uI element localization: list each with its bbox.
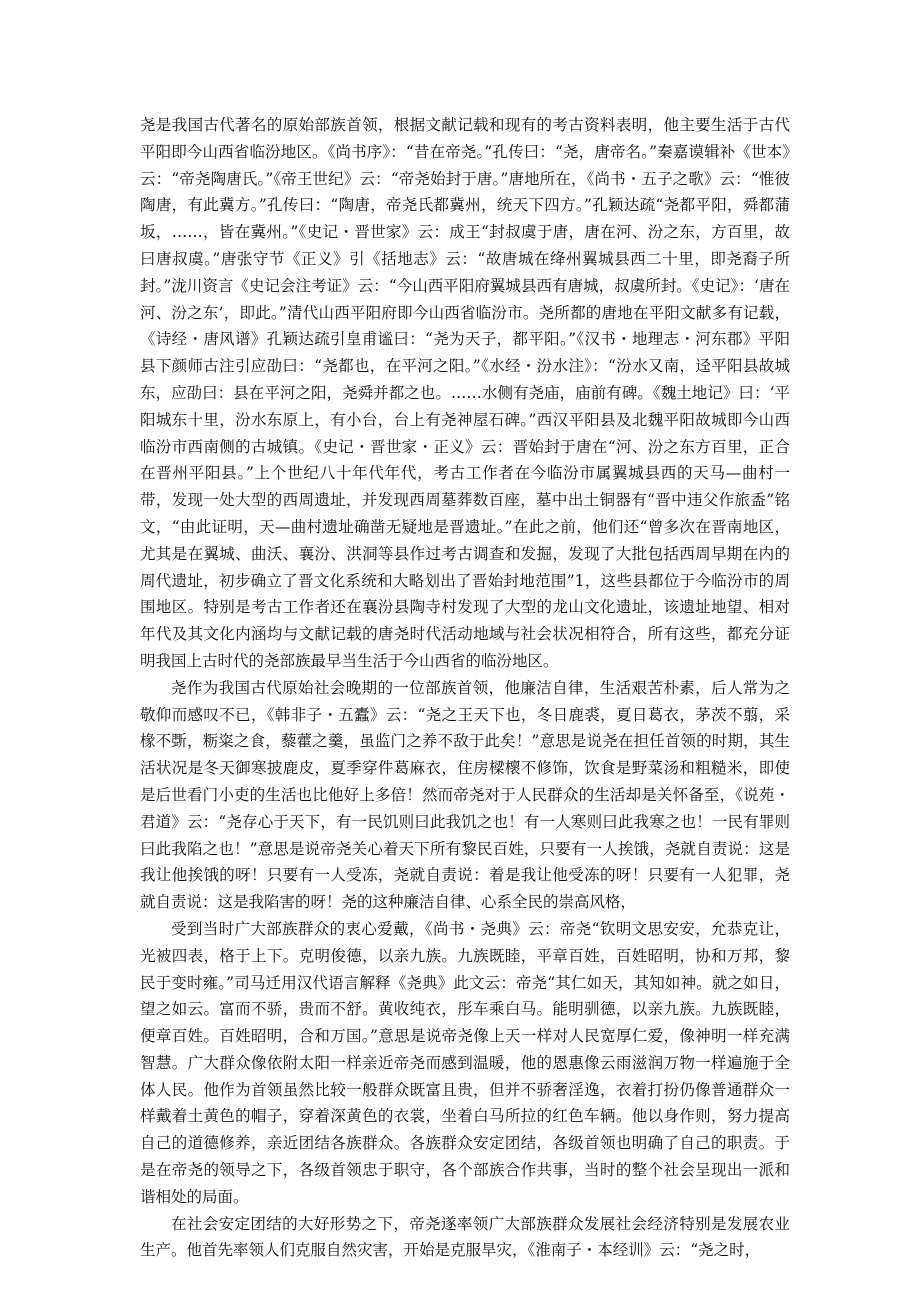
paragraph-1: 尧是我国古代著名的原始部族首领，根据文献记载和现有的考古资料表明，他主要生活于古代平阳即今山西省临汾地区。《尚书序》：“昔在帝尧。”孔传曰：“尧，唐帝名。”秦嘉谟辑补《世本》云：“帝尧陶唐氏。”《帝王世纪》云：“帝尧始封于唐。”唐地所在，《尚书・五子之歌》云：“惟彼陶唐，有此冀方。”孔传曰：“陶唐，帝尧氏都冀州，统天下四方。”孔颖达疏“尧都平阳，舜都蒲坂，……，皆在冀州。”《史记・晋世家》云：成王“封叔虞于唐，唐在河、汾之东，方百里，故曰唐叔虞。”唐张守节《正义》引《括地志》云：“故唐城在绛州翼城县西二十里，即尧裔子所封。”泷川资言《史记会注考证》云：“今山西平阳府翼城县西有唐城，叔虞所封。《史记》：‘唐在河、汾之东’，即此。”清代山西平阳府即今山西省临汾市。尧所都的唐地在平阳文献多有记载，《诗经・唐风谱》孔颖达疏引皇甫谧曰：“尧为天子，都平阳。”《汉书・地理志・河东郡》平阳县下颜师古注引应劭曰：“尧都也，在平河之阳。”《水经・汾水注》：“汾水又南，迳平阳县故城东，应劭曰：县在平河之阳，尧舜并都之也。……水侧有尧庙，庙前有碑。《魏土地记》曰：‘平阳城东十里，汾水东原上，有小台，台上有尧神屋石碑。”西汉平阳县及北魏平阳故城即今山西临汾市西南侧的古城镇。《史记・晋世家・正义》云：晋始封于唐在“河、汾之东方百里，正合在晋州平阳县。”上个世纪八十年代年代，考古工作者在今临汾市属翼城县西的天马—曲村一带，发现一处大型的西周遗址，并发现西周墓葬数百座，墓中出土铜器有“晋中违父作旅盉”铭文，“由此证明，天—曲村遗址确凿无疑地是晋遗址。”在此之前，他们还“曾多次在晋南地区，尤其是在翼城、曲沃、襄汾、洪洞等县作过考古调查和发掘，发现了大批包括西周早期在内的周代遗址，初步确立了晋文化系统和大略划出了晋始封地范围”1，这些县都位于今临汾市的周围地区。特别是考古工作者还在襄汾县陶寺村发现了大型的龙山文化遗址，该遗址地望、相对年代及其文化内涵均与文献记载的唐尧时代活动地域与社会状况相符合，所有这些，都充分证明我国上古时代的尧部族最早当生活于今山西省的临汾地区。 — [140, 116, 790, 670]
document-page — [140, 112, 790, 1264]
paragraph-3: 受到当时广大部族群众的衷心爱戴，《尚书・尧典》云：帝尧“钦明文思安安，允恭克让，光被四表，格于上下。克明俊德，以亲九族。九族既睦，平章百姓，百姓昭明，协和万邦，黎民于变时雍。”司马迁用汉代语言解释《尧典》此文云：帝尧“其仁如天，其知如神。就之如日，望之如云。富而不骄，贵而不舒。黄收纯衣，彤车乘白马。能明驯德，以亲九族。九族既睦，便章百姓。百姓昭明，合和万国。”意思是说帝尧像上天一样对人民宽厚仁爱，像神明一样充满智慧。广大群众像依附太阳一样亲近帝尧而感到温暖，他的恩惠像云雨滋润万物一样遍施于全体人民。他作为首领虽然比较一般群众既富且贵，但并不骄奢淫逸，衣着打扮仍像普通群众一样戴着土黄色的帽子，穿着深黄色的衣裳，坐着白马所拉的红色车辆。他以身作则，努力提高自己的道德修养，亲近团结各族群众。各族群众安定团结，各级首领也明确了自己的职责。于是在帝尧的领导之下，各级首领忠于职守，各个部族合作共事，当时的整个社会呈现出一派和谐相处的局面。 — [140, 919, 790, 1206]
paragraph-4: 在社会安定团结的大好形势之下，帝尧遂率领广大部族群众发展社会经济特别是发展农业生产。他首先率领人们克服自然灾害，开始是克服旱灾，《淮南子・本经训》云：“尧之时， — [140, 1214, 790, 1260]
paragraph-2: 尧作为我国古代原始社会晚期的一位部族首领，他廉洁自律，生活艰苦朴素，后人常为之敬仰而感叹不已，《韩非子・五蠹》云：“尧之王天下也，冬日鹿裘，夏日葛衣，茅茨不翦，采椽不斲，粝粢之食，藜藿之羹，虽监门之养不敌于此矣！”意思是说尧在担任首领的时期，其生活状况是冬天御寒披鹿皮，夏季穿件葛麻衣，住房樑櫰不修饰，饮食是野菜汤和粗糙米，即使是后世看门小吏的生活也比他好上多倍！然而帝尧对于人民群众的生活却是关怀备至，《说苑・君道》云：“尧存心于天下，有一民饥则曰此我饥之也！有一人寒则曰此我寒之也！一民有罪则曰此我陷之也！”意思是说帝尧关心着天下所有黎民百姓，只要有一人挨饿，尧就自责说：这是我让他挨饿的呀！只要有一人受冻，尧就自责说：着是我让他受冻的呀！只要有一人犯罪，尧就自责说：这是我陷害的呀！尧的这种廉洁自律、心系全民的崇高风格， — [140, 678, 790, 912]
